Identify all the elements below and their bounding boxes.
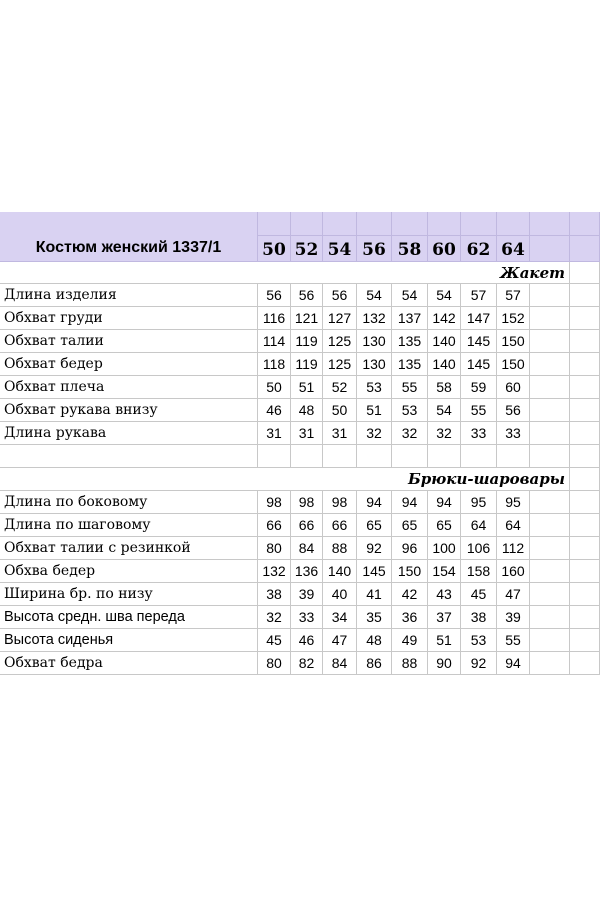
value-cell: 90	[428, 652, 461, 675]
value-cell: 54	[428, 284, 461, 307]
row-label: Обхват бедра	[0, 652, 258, 675]
value-cell: 132	[258, 560, 291, 583]
empty-cell	[0, 445, 258, 468]
value-cell: 98	[323, 491, 357, 514]
value-cell: 88	[323, 537, 357, 560]
value-cell: 54	[428, 399, 461, 422]
value-cell: 45	[258, 629, 291, 652]
empty-cell	[530, 422, 570, 445]
value-cell: 41	[357, 583, 392, 606]
row-label: Длина по боковому	[0, 491, 258, 514]
value-cell: 140	[323, 560, 357, 583]
value-cell: 47	[497, 583, 530, 606]
header-top-cell	[291, 212, 323, 236]
value-cell: 142	[428, 307, 461, 330]
value-cell: 98	[291, 491, 323, 514]
value-cell: 119	[291, 353, 323, 376]
value-cell: 38	[461, 606, 497, 629]
value-cell: 64	[497, 514, 530, 537]
size-header-54: 54	[323, 236, 357, 262]
row-label: Ширина бр. по низу	[0, 583, 258, 606]
empty-cell	[530, 629, 570, 652]
empty-cell	[570, 330, 600, 353]
value-cell: 53	[392, 399, 428, 422]
value-cell: 94	[428, 491, 461, 514]
header-top-cell	[570, 212, 600, 236]
empty-cell	[570, 468, 600, 491]
value-cell: 114	[258, 330, 291, 353]
header-top-cell	[392, 212, 428, 236]
empty-cell	[570, 491, 600, 514]
value-cell: 95	[461, 491, 497, 514]
value-cell: 147	[461, 307, 497, 330]
value-cell: 38	[258, 583, 291, 606]
value-cell: 32	[258, 606, 291, 629]
empty-cell	[530, 445, 570, 468]
value-cell: 88	[392, 652, 428, 675]
empty-cell	[530, 330, 570, 353]
header-top-cell	[357, 212, 392, 236]
value-cell: 82	[291, 652, 323, 675]
value-cell: 49	[392, 629, 428, 652]
header-top-cell	[428, 212, 461, 236]
value-cell: 32	[428, 422, 461, 445]
value-cell: 33	[461, 422, 497, 445]
section-title-pants: Брюки-шаровары	[0, 468, 570, 491]
size-header-64: 64	[497, 236, 530, 262]
value-cell: 54	[392, 284, 428, 307]
value-cell: 32	[357, 422, 392, 445]
row-label: Обхват бедер	[0, 353, 258, 376]
value-cell: 50	[258, 376, 291, 399]
value-cell: 125	[323, 353, 357, 376]
value-cell: 86	[357, 652, 392, 675]
empty-cell	[357, 445, 392, 468]
table-title: Костюм женский 1337/1	[0, 212, 258, 262]
value-cell: 130	[357, 330, 392, 353]
row-label: Высота средн. шва переда	[0, 606, 258, 629]
value-cell: 52	[323, 376, 357, 399]
value-cell: 57	[461, 284, 497, 307]
value-cell: 57	[497, 284, 530, 307]
value-cell: 48	[291, 399, 323, 422]
header-empty-cell	[530, 236, 570, 262]
empty-cell	[570, 284, 600, 307]
value-cell: 51	[291, 376, 323, 399]
value-cell: 84	[291, 537, 323, 560]
empty-cell	[530, 491, 570, 514]
value-cell: 56	[291, 284, 323, 307]
header-top-cell	[497, 212, 530, 236]
value-cell: 66	[258, 514, 291, 537]
value-cell: 150	[392, 560, 428, 583]
value-cell: 65	[428, 514, 461, 537]
value-cell: 58	[428, 376, 461, 399]
value-cell: 47	[323, 629, 357, 652]
value-cell: 36	[392, 606, 428, 629]
value-cell: 64	[461, 514, 497, 537]
value-cell: 94	[497, 652, 530, 675]
row-label: Обхва бедер	[0, 560, 258, 583]
value-cell: 39	[291, 583, 323, 606]
value-cell: 96	[392, 537, 428, 560]
value-cell: 125	[323, 330, 357, 353]
empty-cell	[291, 445, 323, 468]
empty-cell	[570, 583, 600, 606]
empty-cell	[530, 399, 570, 422]
value-cell: 31	[258, 422, 291, 445]
empty-cell	[428, 445, 461, 468]
value-cell: 132	[357, 307, 392, 330]
row-label: Обхват талии	[0, 330, 258, 353]
value-cell: 145	[461, 353, 497, 376]
value-cell: 45	[461, 583, 497, 606]
row-label: Высота сиденья	[0, 629, 258, 652]
empty-cell	[530, 376, 570, 399]
value-cell: 33	[497, 422, 530, 445]
empty-cell	[530, 514, 570, 537]
empty-cell	[530, 560, 570, 583]
value-cell: 140	[428, 330, 461, 353]
value-cell: 80	[258, 652, 291, 675]
value-cell: 56	[323, 284, 357, 307]
value-cell: 48	[357, 629, 392, 652]
value-cell: 53	[461, 629, 497, 652]
value-cell: 53	[357, 376, 392, 399]
value-cell: 112	[497, 537, 530, 560]
value-cell: 116	[258, 307, 291, 330]
value-cell: 66	[323, 514, 357, 537]
header-top-cell	[461, 212, 497, 236]
value-cell: 46	[291, 629, 323, 652]
value-cell: 40	[323, 583, 357, 606]
size-header-52: 52	[291, 236, 323, 262]
value-cell: 54	[357, 284, 392, 307]
empty-cell	[570, 262, 600, 284]
row-label: Обхват груди	[0, 307, 258, 330]
value-cell: 51	[357, 399, 392, 422]
empty-cell	[570, 307, 600, 330]
empty-cell	[570, 514, 600, 537]
empty-cell	[461, 445, 497, 468]
empty-cell	[570, 606, 600, 629]
value-cell: 92	[461, 652, 497, 675]
value-cell: 127	[323, 307, 357, 330]
value-cell: 119	[291, 330, 323, 353]
value-cell: 56	[497, 399, 530, 422]
value-cell: 43	[428, 583, 461, 606]
value-cell: 51	[428, 629, 461, 652]
empty-cell	[530, 583, 570, 606]
value-cell: 98	[258, 491, 291, 514]
size-header-58: 58	[392, 236, 428, 262]
value-cell: 50	[323, 399, 357, 422]
value-cell: 135	[392, 330, 428, 353]
value-cell: 95	[497, 491, 530, 514]
empty-cell	[530, 537, 570, 560]
empty-cell	[570, 399, 600, 422]
value-cell: 137	[392, 307, 428, 330]
value-cell: 55	[392, 376, 428, 399]
value-cell: 154	[428, 560, 461, 583]
value-cell: 130	[357, 353, 392, 376]
header-top-cell	[530, 212, 570, 236]
empty-cell	[570, 353, 600, 376]
value-cell: 46	[258, 399, 291, 422]
size-header-56: 56	[357, 236, 392, 262]
value-cell: 31	[291, 422, 323, 445]
section-title-jacket: Жакет	[0, 262, 570, 284]
empty-cell	[570, 652, 600, 675]
value-cell: 33	[291, 606, 323, 629]
value-cell: 35	[357, 606, 392, 629]
value-cell: 145	[461, 330, 497, 353]
value-cell: 94	[357, 491, 392, 514]
value-cell: 66	[291, 514, 323, 537]
empty-cell	[392, 445, 428, 468]
empty-cell	[530, 307, 570, 330]
value-cell: 60	[497, 376, 530, 399]
value-cell: 145	[357, 560, 392, 583]
empty-cell	[497, 445, 530, 468]
empty-cell	[570, 422, 600, 445]
value-cell: 158	[461, 560, 497, 583]
empty-cell	[530, 652, 570, 675]
value-cell: 160	[497, 560, 530, 583]
row-label: Длина изделия	[0, 284, 258, 307]
value-cell: 56	[258, 284, 291, 307]
value-cell: 152	[497, 307, 530, 330]
value-cell: 31	[323, 422, 357, 445]
value-cell: 94	[392, 491, 428, 514]
size-header-60: 60	[428, 236, 461, 262]
value-cell: 42	[392, 583, 428, 606]
size-header-62: 62	[461, 236, 497, 262]
value-cell: 80	[258, 537, 291, 560]
header-top-cell	[323, 212, 357, 236]
value-cell: 65	[392, 514, 428, 537]
empty-cell	[323, 445, 357, 468]
row-label: Длина рукава	[0, 422, 258, 445]
value-cell: 32	[392, 422, 428, 445]
empty-cell	[258, 445, 291, 468]
size-header-50: 50	[258, 236, 291, 262]
value-cell: 34	[323, 606, 357, 629]
empty-cell	[530, 606, 570, 629]
value-cell: 121	[291, 307, 323, 330]
value-cell: 106	[461, 537, 497, 560]
value-cell: 37	[428, 606, 461, 629]
empty-cell	[570, 629, 600, 652]
value-cell: 150	[497, 330, 530, 353]
value-cell: 118	[258, 353, 291, 376]
value-cell: 135	[392, 353, 428, 376]
value-cell: 140	[428, 353, 461, 376]
header-empty-cell	[570, 236, 600, 262]
value-cell: 55	[497, 629, 530, 652]
size-chart-table	[0, 212, 600, 692]
value-cell: 100	[428, 537, 461, 560]
row-label: Обхват талии с резинкой	[0, 537, 258, 560]
value-cell: 92	[357, 537, 392, 560]
empty-cell	[570, 376, 600, 399]
empty-cell	[570, 560, 600, 583]
row-label: Обхват рукава внизу	[0, 399, 258, 422]
value-cell: 39	[497, 606, 530, 629]
empty-cell	[530, 353, 570, 376]
value-cell: 84	[323, 652, 357, 675]
empty-cell	[570, 537, 600, 560]
value-cell: 150	[497, 353, 530, 376]
value-cell: 59	[461, 376, 497, 399]
value-cell: 55	[461, 399, 497, 422]
empty-cell	[570, 445, 600, 468]
header-top-cell	[258, 212, 291, 236]
row-label: Обхват плеча	[0, 376, 258, 399]
value-cell: 136	[291, 560, 323, 583]
row-label: Длина по шаговому	[0, 514, 258, 537]
empty-cell	[530, 284, 570, 307]
value-cell: 65	[357, 514, 392, 537]
